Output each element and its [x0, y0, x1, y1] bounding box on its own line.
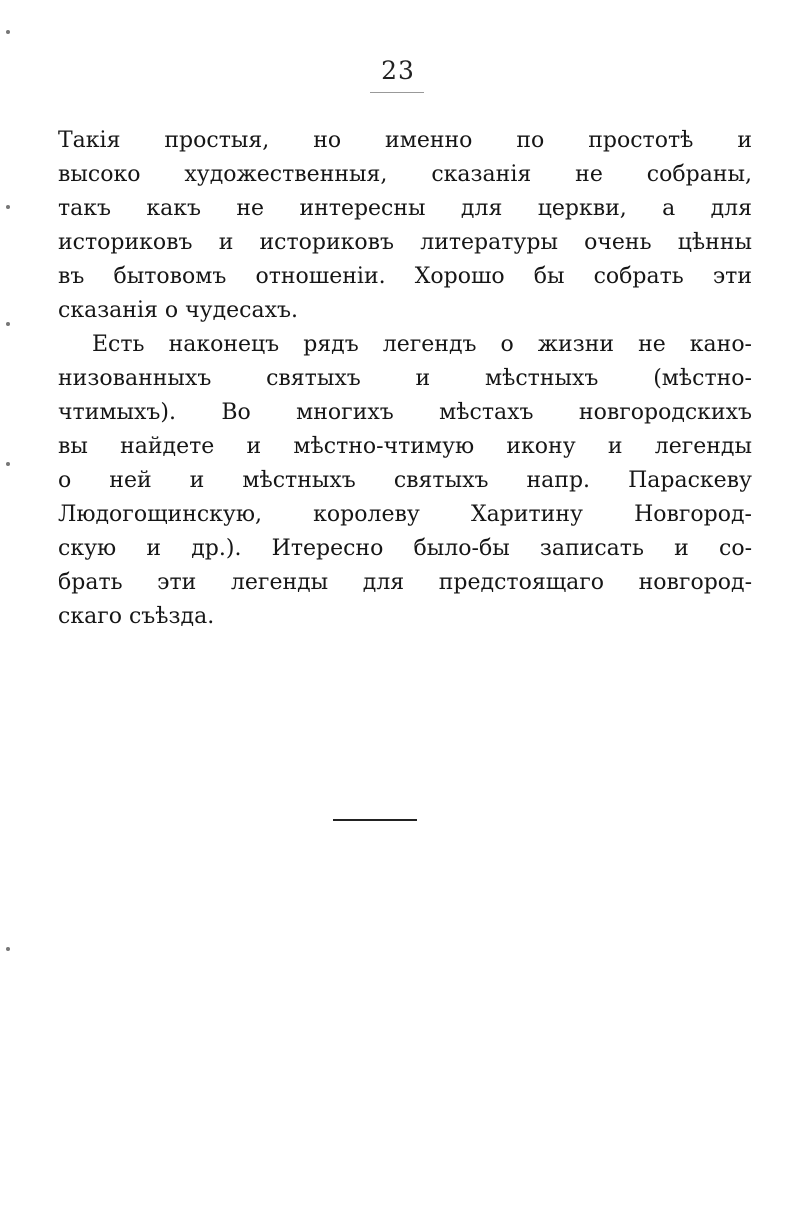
section-divider [333, 819, 417, 821]
body-text [58, 124, 752, 634]
paragraph-1 [58, 124, 752, 328]
text-line: о ней и мѣстныхъ святыхъ напр. Параскеву [58, 468, 752, 493]
page-number-rule [370, 92, 424, 93]
margin-speck [6, 205, 10, 209]
margin-speck [6, 462, 10, 466]
margin-speck [6, 322, 10, 326]
page-number: 23 [381, 56, 415, 85]
text-line: скаго съѣзда. [58, 604, 215, 629]
text-line: Есть наконецъ рядъ легендъ о жизни не кано- [92, 332, 752, 357]
text-line: скую и др.). Итересно было-бы записать и со- [58, 536, 752, 561]
text-line: въ бытовомъ отношеніи. Хорошо бы собрать эти [58, 264, 752, 289]
paragraph-2 [58, 328, 752, 634]
text-line: низованныхъ святыхъ и мѣстныхъ (мѣстно- [58, 366, 752, 391]
text-line: вы найдете и мѣстно-чтимую икону и легенды [58, 434, 752, 459]
text-line: брать эти легенды для предстоящаго новгород- [58, 570, 752, 595]
text-line: Такія простыя, но именно по простотѣ и [58, 128, 752, 153]
margin-speck [6, 30, 10, 34]
margin-speck [6, 947, 10, 951]
text-line: историковъ и историковъ литературы очень цѣнны [58, 230, 752, 255]
text-line: Людогощинскую, королеву Харитину Новгород- [58, 502, 752, 527]
text-line: высоко художественныя, сказанія не собраны, [58, 162, 752, 187]
text-line: такъ какъ не интересны для церкви, а для [58, 196, 752, 221]
text-line: чтимыхъ). Во многихъ мѣстахъ новгородскихъ [58, 400, 752, 425]
text-line: сказанія о чудесахъ. [58, 298, 299, 323]
